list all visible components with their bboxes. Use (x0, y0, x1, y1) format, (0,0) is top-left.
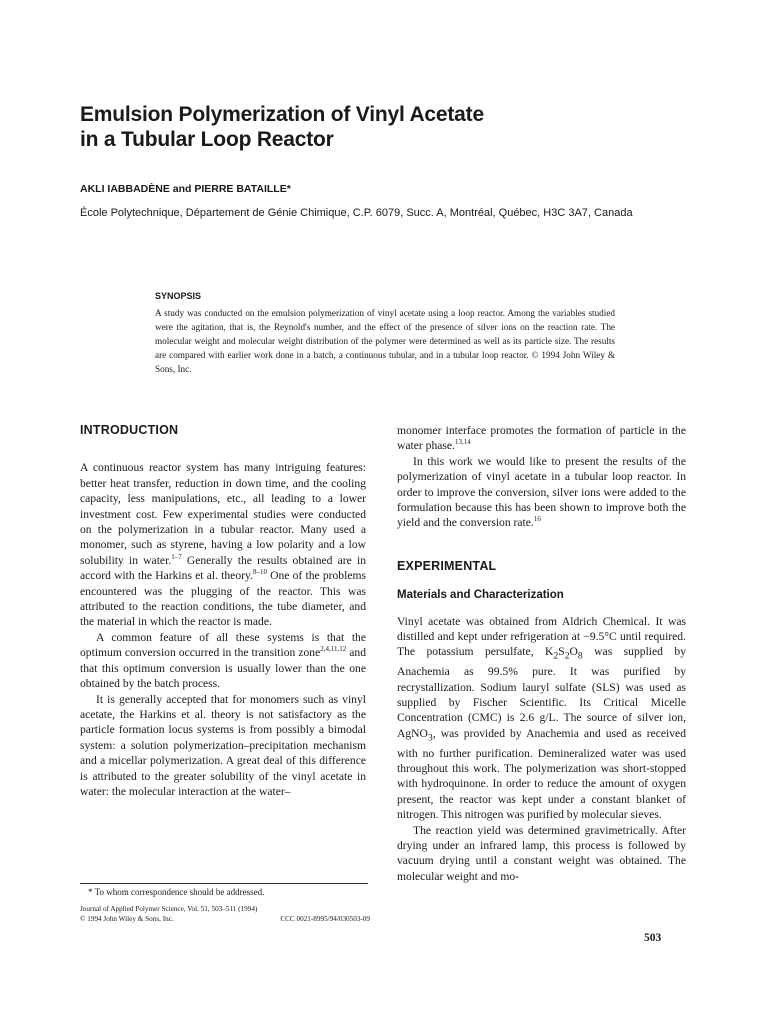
materials-heading: Materials and Characterization (397, 589, 564, 602)
copyright: © 1994 John Wiley & Sons, Inc. (80, 915, 174, 923)
affiliation: École Polytechnique, Département de Génie Chimique, C.P. 6079, Succ. A, Montréal, Québec, H3C 3A7, Canada (80, 207, 633, 219)
intro-p1-part-b: Generally the results obtained are in accord with the Harkins et al. theory. (80, 553, 366, 583)
materials-text-c: O (569, 645, 578, 659)
ref-superscript: 8–10 (252, 568, 267, 577)
intro-p1-part-a: A continuous reactor system has many intriguing features: better heat transfer, reduction in down time, and the cooling capacity, less manipulations, etc., all leading to a lower investment cost. Few experimental studies were conducted on the polymerization in a tubular reactor. Many used a monomer, such as styrene, having a low polarity and a low solubility in water. (80, 461, 366, 567)
subscript: 2 (553, 650, 559, 662)
intro-paragraph-3: It is generally accepted that for monomers such as vinyl acetate, the Harkins et al. theory is not satisfactory as the particle formation locus systems is from possibly a bimodal system: a solution polymerization–precipitation mechanism and a micellar polymerization. A great deal of this difference is attributed to the greater solubility of the vinyl acetate in water: the molecular interaction at the water– (80, 692, 366, 798)
intro-continuation (397, 423, 686, 454)
intro-p1-part-c: One of the problems encountered was the plugging of the reactor. This was attributed to the reaction conditions, the tube diameter, and the material in which the reactor is made. (80, 569, 366, 629)
yield-paragraph: The reaction yield was determined gravimetrically. After drying under an infrared lamp, this process is followed by vacuum drying until a constant weight was obtained. The molecular weight and mo- (397, 823, 686, 883)
title-line-1: Emulsion Polymerization of Vinyl Acetate (80, 103, 484, 126)
materials-paragraph (397, 614, 686, 823)
intro-p4-text: In this work we would like to present the results of the polymerization of vinyl acetate in a tubular loop reactor. In order to improve the conversion, silver ions were added to the formulation because this has been shown to improve both the yield and the conversion rate. (397, 454, 686, 530)
ref-superscript: 16 (533, 515, 541, 524)
intro-cont-text: monomer interface promotes the formation of particle in the water phase. (397, 424, 686, 453)
subscript: 3 (427, 732, 433, 744)
footnote-divider (80, 883, 368, 884)
synopsis-heading: SYNOPSIS (155, 291, 202, 301)
paper-title (80, 102, 680, 152)
authors: AKLI IABBADÈNE and PIERRE BATAILLE* (80, 183, 291, 195)
ref-superscript: 13,14 (454, 438, 471, 447)
page-number: 503 (644, 932, 662, 944)
subscript: 2 (564, 650, 570, 662)
journal-info (80, 904, 370, 924)
materials-text-d: was supplied by Anachemia as 99.5% pure. It was purified by recrystallization. Sodium lauryl sulfate (SLS) was used as supplied by Fischer Scientific. Its Critical Micelle Concentration (CMC) is 2.6 g/L. The source of silver ion, AgNO (397, 645, 687, 740)
intro-paragraph-1 (80, 460, 366, 629)
materials-text-a: Vinyl acetate was obtained from Aldrich Chemical. It was distilled and kept under refrigeration at −9.5°C until required. The potassium persulfate, K (397, 614, 686, 659)
intro-p2-part-a: A common feature of all these systems is that the optimum conversion occurred in the transition zone (80, 630, 366, 660)
experimental-heading: EXPERIMENTAL (397, 558, 497, 573)
journal-citation: Journal of Applied Polymer Science, Vol. 51, 503–511 (1994) (80, 905, 258, 913)
materials-text-e: , was provided by Anachemia and used as received with no further purification. Demineralized water was used throughout this work. The polymerization was short-stopped with hydroquinone. In order to reduce the amount of oxygen present, the reactor was kept under a constant blanket of nitrogen. This nitrogen was purified by molecular sieves. (397, 726, 686, 822)
intro-paragraph-2 (80, 630, 366, 692)
correspondence-footnote: * To whom correspondence should be addressed. (88, 887, 265, 897)
materials-text-b: S (558, 645, 565, 659)
intro-p2-part-b: and that this optimum conversion is usually lower than the one obtained by the batch process. (80, 646, 367, 691)
title-line-2: in a Tubular Loop Reactor (80, 128, 334, 151)
right-column (397, 423, 686, 884)
ccc-code: CCC 0021-8995/94/030503-09 (280, 915, 370, 923)
intro-paragraph-4 (397, 454, 686, 531)
subscript: 8 (577, 650, 583, 662)
ref-superscript: 2,4,11,12 (320, 645, 347, 654)
ref-superscript: 1–7 (171, 552, 182, 561)
synopsis-text: A study was conducted on the emulsion polymerization of vinyl acetate using a loop reactor. Among the variables studied were the agitation, that is, the Reynold's number, and the effect of the presence of silver ions on the reaction rate. The molecular weight and molecular weight distribution of the polymer were determined as well as its particle size. The results are compared with earlier work done in a batch, a continuous tubular, and in a tubular loop reactor. © 1994 John Wiley & Sons, Inc. (155, 308, 615, 374)
introduction-heading: INTRODUCTION (80, 423, 179, 437)
left-column (80, 423, 366, 799)
